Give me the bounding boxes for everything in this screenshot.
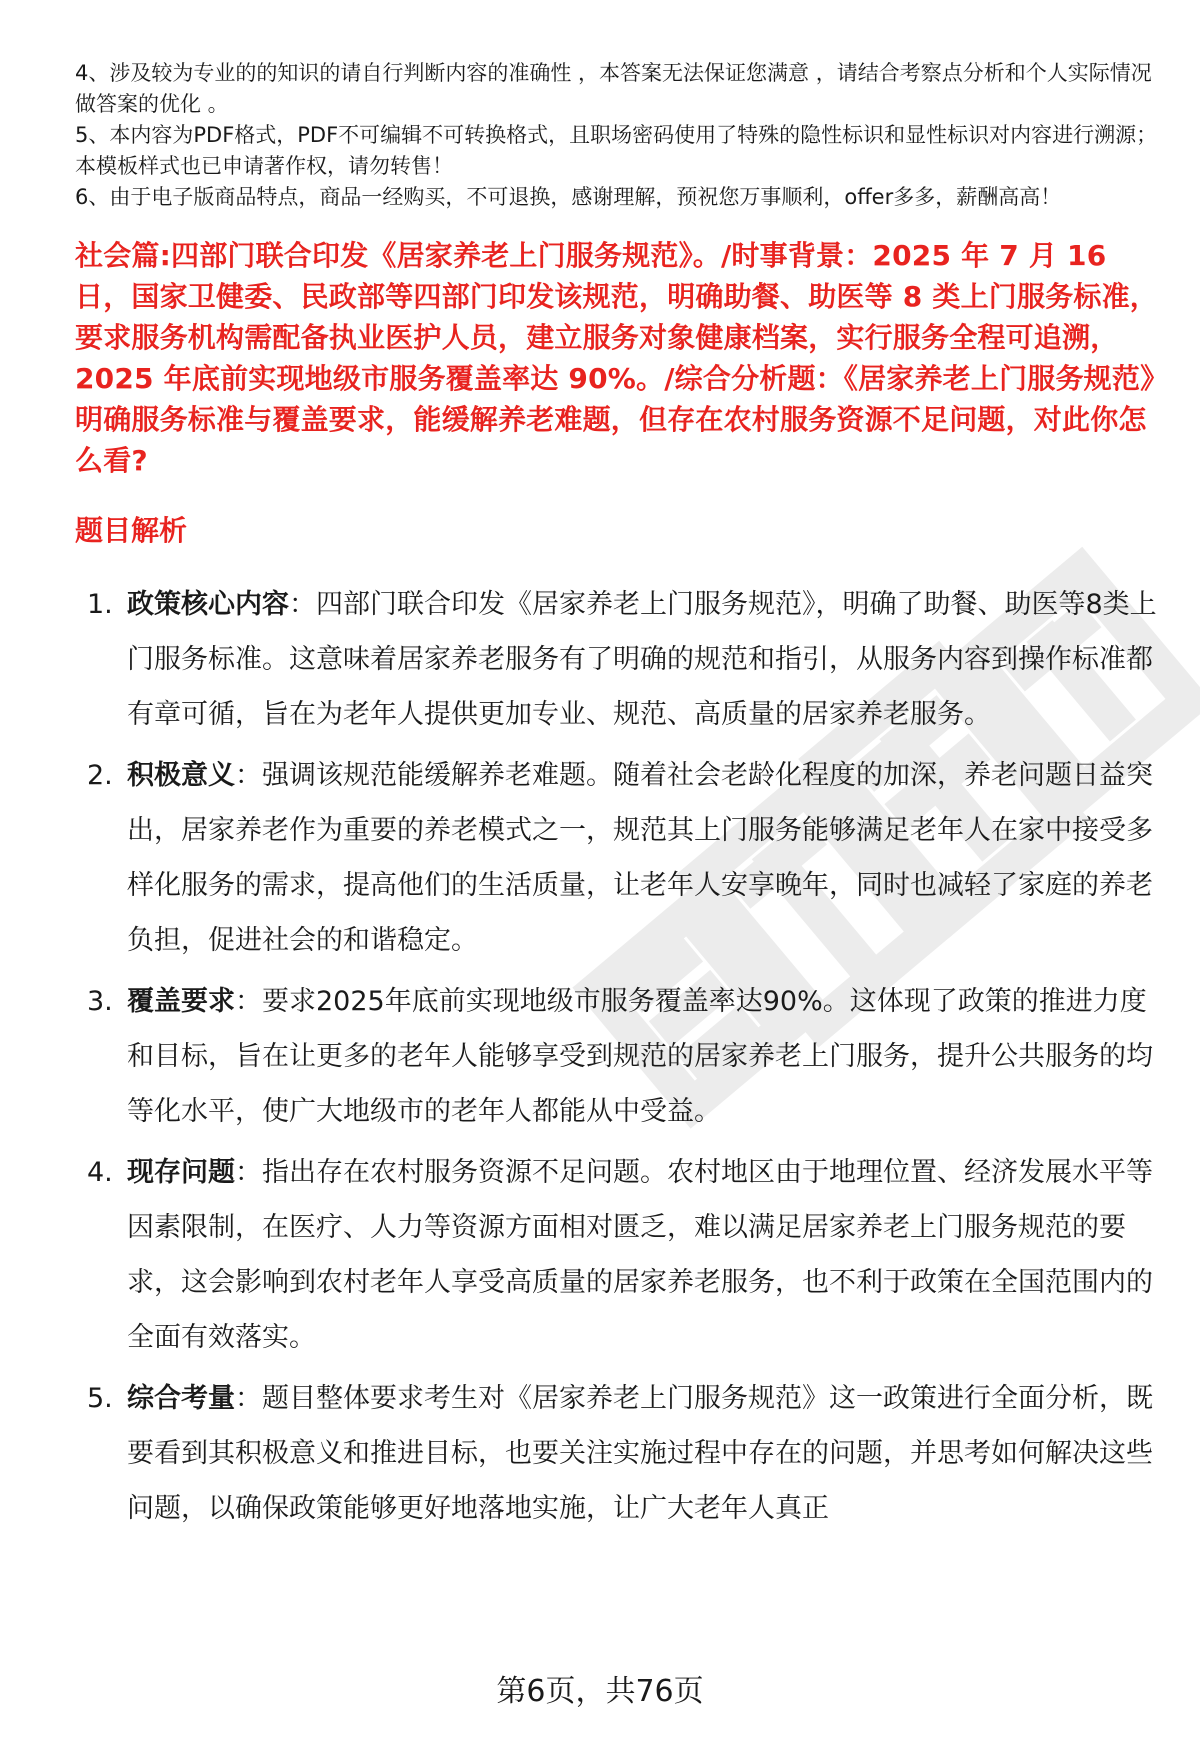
analysis-point (75, 974, 1165, 1139)
notice-item: 6、由于电子版商品特点，商品一经购买，不可退换，感谢理解，预祝您万事顺利，offer多多，薪酬高高！ (75, 185, 1062, 209)
analysis-point-list (75, 577, 1165, 1536)
point-text: ：题目整体要求考生对《居家养老上门服务规范》这一政策进行全面分析，既要看到其积极意义和推进目标，也要关注实施过程中存在的问题，并思考如何解决这些问题，以确保政策能够更好地落地实施，让广大老年人真正 (127, 1383, 1153, 1524)
point-title: 覆盖要求 (127, 986, 235, 1017)
point-text: ：要求2025年底前实现地级市服务覆盖率达90%。这体现了政策的推进力度和目标，旨在让更多的老年人能够享受到规范的居家养老上门服务，提升公共服务的均等化水平，使广大地级市的老年人都能从中受益。 (127, 986, 1153, 1127)
point-number: 3. (87, 986, 113, 1017)
analysis-heading: 题目解析 (75, 514, 188, 547)
analysis-point (75, 577, 1165, 742)
point-text: ：指出存在农村服务资源不足问题。农村地区由于地理位置、经济发展水平等因素限制，在医疗、人力等资源方面相对匮乏，难以满足居家养老上门服务规范的要求，这会影响到农村老年人享受高质量的居家养老服务，也不利于政策在全国范围内的全面有效落实。 (127, 1157, 1153, 1353)
question-text: 社会篇:四部门联合印发《居家养老上门服务规范》。/时事背景：2025 年 7 月 16 日，国家卫健委、民政部等四部门印发该规范，明确助餐、助医等 8 类上门服务标准，要求服务机构需配备执业医护人员，建立服务对象健康档案，实行服务全程可追溯，2025 年底前实现地级市服务覆盖率达 90%。/综合分析题：《居家养老上门服务规范》明确服务标准与覆盖要求，能缓解养老难题，但存在农村服务资源不足问题，对此你怎么看? (75, 239, 1158, 477)
point-title: 积极意义 (127, 760, 235, 791)
point-title: 综合考量 (127, 1383, 235, 1414)
analysis-point (75, 748, 1165, 968)
page-number-footer: 第6页，共76页 (496, 1674, 704, 1709)
analysis-point (75, 1371, 1165, 1536)
notice-item: 5、本内容为PDF格式，PDF不可编辑不可转换格式，且职场密码使用了特殊的隐性标识和显性标识对内容进行溯源；本模板样式也已申请著作权，请勿转售！ (75, 123, 1158, 178)
point-title: 现存问题 (127, 1157, 235, 1188)
notice-list (75, 58, 1165, 213)
point-title: 政策核心内容 (127, 589, 289, 620)
point-number: 5. (87, 1383, 113, 1414)
point-text: ：四部门联合印发《居家养老上门服务规范》，明确了助餐、助医等8类上门服务标准。这意味着居家养老服务有了明确的规范和指引，从服务内容到操作标准都有章可循，旨在为老年人提供更加专业、规范、高质量的居家养老服务。 (127, 589, 1157, 730)
page-content (75, 58, 1165, 1542)
analysis-point (75, 1145, 1165, 1365)
point-text: ：强调该规范能缓解养老难题。随着社会老龄化程度的加深，养老问题日益突出，居家养老作为重要的养老模式之一，规范其上门服务能够满足老年人在家中接受多样化服务的需求，提高他们的生活质量，让老年人安享晚年，同时也减轻了家庭的养老负担，促进社会的和谐稳定。 (127, 760, 1153, 956)
notice-item: 4、涉及较为专业的的知识的请自行判断内容的准确性 ，本答案无法保证您满意 ，请结合考察点分析和个人实际情况做答案的优化 。 (75, 61, 1152, 116)
point-number: 2. (87, 760, 113, 791)
point-number: 4. (87, 1157, 113, 1188)
point-number: 1. (87, 589, 113, 620)
